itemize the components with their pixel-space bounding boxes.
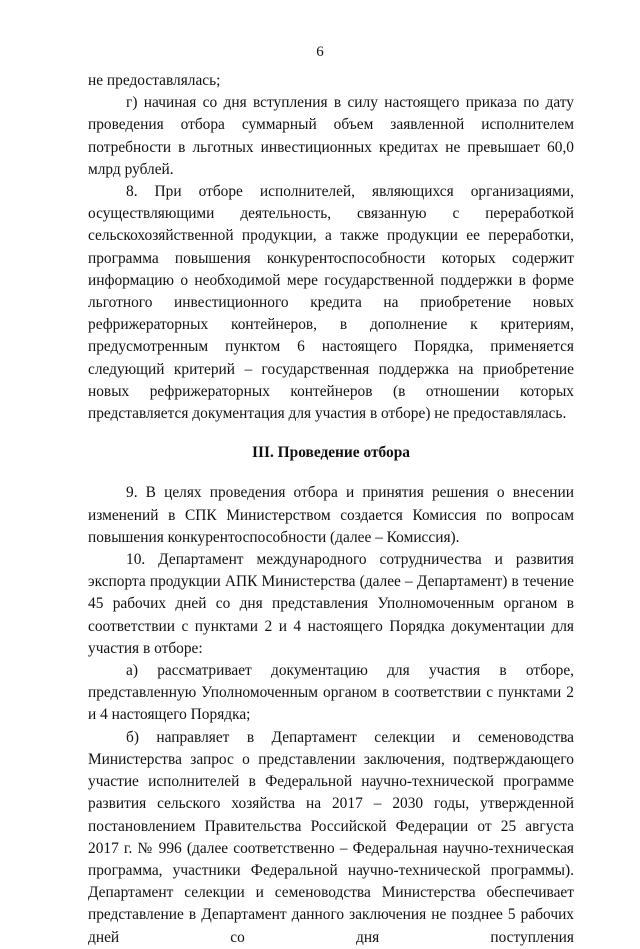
paragraph: 10. Департамент международного сотрудничества и развития экспорта продукции АПК Министерства (далее – Департамент) в течение 45 рабочих дней со дня представления Уполномоченным органом в соответствии с пунктами 2 и 4 настоящего Порядка документации для участия в отборе: xyxy=(88,551,574,657)
paragraph: 9. В целях проведения отбора и принятия решения о внесении изменений в СПК Министерством создается Комиссия по вопросам повышения конкурентоспособности (далее – Комиссия). xyxy=(88,484,574,546)
paragraph: а) рассматривает документацию для участия в отборе, представленную Уполномоченным органом в соответствии с пунктами 2 и 4 настоящего Порядка; xyxy=(88,662,574,724)
section-heading: III. Проведение отбора xyxy=(252,444,410,462)
paragraph: 8. При отборе исполнителей, являющихся организациями, осуществляющими деятельность, связанную с переработкой сельскохозяйственной продукции, а также продукции ее переработки, программа повышения конкурентоспособности которых содержит информацию о необходимой мере государственной поддержки в форме льготного инвестиционного кредита на приобретение новых рефрижераторных контейнеров, в дополнение к критериям, предусмотренным пунктом 6 настоящего Порядка, применяется следующий критерий – государственная поддержка на приобретение новых рефрижераторных контейнеров (в отношении которых представляется документация для участия в отборе) не предоставлялась. xyxy=(88,183,574,423)
page-number: 6 xyxy=(316,44,324,60)
paragraph: г) начиная со дня вступления в силу настоящего приказа по дату проведения отбора суммарный объем заявленной исполнителем потребности в льготных инвестиционных кредитах не превышает 60,0 млрд рублей. xyxy=(88,94,574,178)
paragraph: б) направляет в Департамент селекции и семеноводства Министерства запрос о представлении заключения, подтверждающего участие исполнителей в Федеральной научно-технической программе развития сельского хозяйства на 2017 – 2030 годы, утвержденной постановлением Правительства Российской Федерации от 25 августа 2017 г. № 996 (далее соответственно – Федеральная научно-техническая программа, участники Федеральной научно-технической программы). Департамент селекции и семеноводства Министерства обеспечивает представление в Департамент данного заключения не позднее 5 рабочих дней со дня поступления xyxy=(88,728,574,946)
paragraph: не предоставлялась; xyxy=(88,72,221,89)
document-body xyxy=(88,70,574,949)
